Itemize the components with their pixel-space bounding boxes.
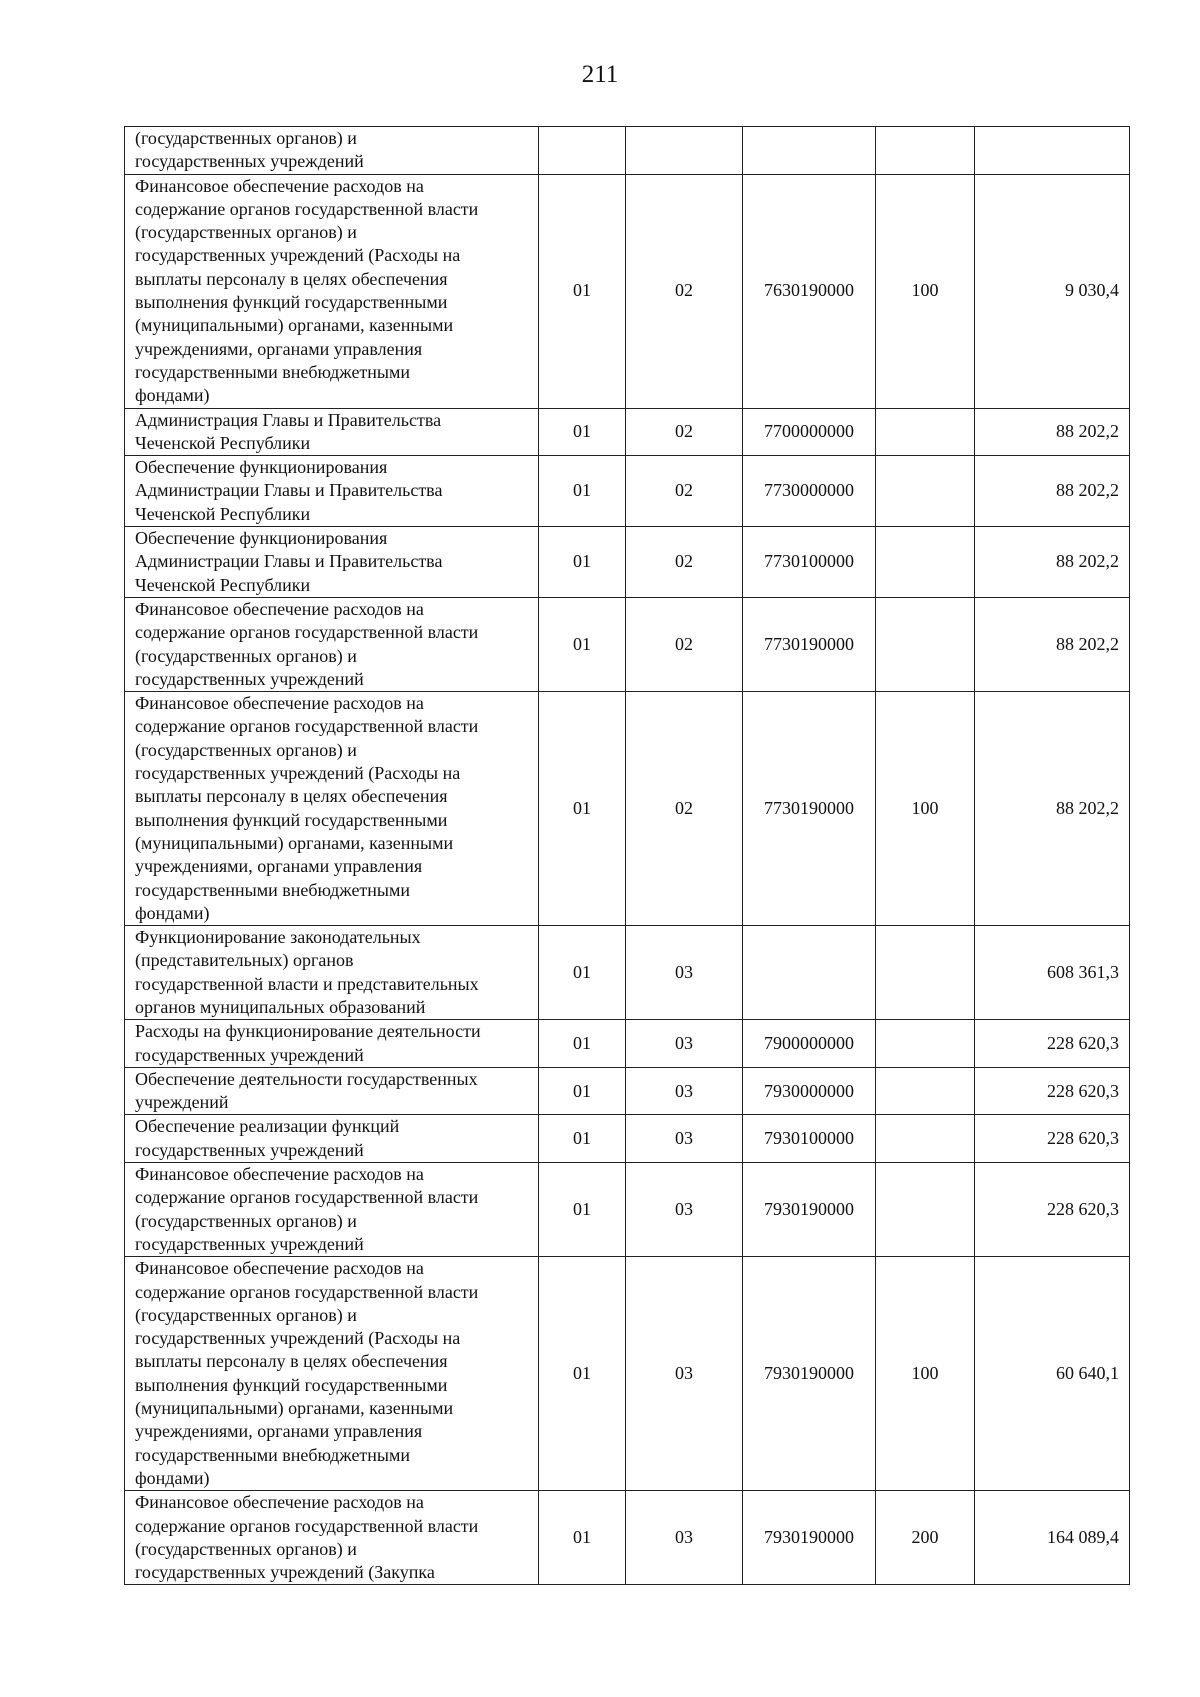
table-row — [125, 926, 1130, 1020]
expense-type-cell — [876, 456, 975, 527]
expense-name-cell: Администрация Главы и Правительства Чеченской Республики — [125, 408, 539, 456]
amount-cell: 228 620,3 — [975, 1163, 1130, 1257]
subsection-code-cell: 03 — [626, 1257, 743, 1491]
table-row — [125, 1115, 1130, 1163]
target-article-cell: 7730190000 — [743, 597, 876, 691]
target-article-cell — [743, 926, 876, 1020]
budget-table-body — [125, 127, 1130, 1585]
table-row — [125, 1491, 1130, 1585]
budget-table — [124, 126, 1130, 1585]
target-article-cell: 7930190000 — [743, 1257, 876, 1491]
expense-name-cell: Обеспечение деятельности государственных учреждений — [125, 1067, 539, 1115]
expense-name-cell: Обеспечение функционирования Администрации Главы и Правительства Чеченской Республики — [125, 456, 539, 527]
expense-name-cell: Финансовое обеспечение расходов на содержание органов государственной власти (государственных органов) и государственных учреждений (Расходы на выплаты персоналу в целях обеспечения выполнения функций государственными (муниципальными) органами, казенными учреждениями, органами управления государственными внебюджетными фондами) — [125, 692, 539, 926]
subsection-code-cell: 03 — [626, 1067, 743, 1115]
subsection-code-cell: 03 — [626, 1491, 743, 1585]
subsection-code-cell: 02 — [626, 527, 743, 598]
expense-name-cell: Функционирование законодательных (представительных) органов государственной власти и представительных органов муниципальных образований — [125, 926, 539, 1020]
expense-name-cell: Обеспечение функционирования Администрации Главы и Правительства Чеченской Республики — [125, 527, 539, 598]
target-article-cell: 7930190000 — [743, 1491, 876, 1585]
section-code-cell: 01 — [539, 1067, 626, 1115]
table-row — [125, 1020, 1130, 1068]
section-code-cell: 01 — [539, 1491, 626, 1585]
subsection-code-cell: 02 — [626, 174, 743, 408]
expense-type-cell — [876, 408, 975, 456]
amount-cell: 88 202,2 — [975, 597, 1130, 691]
table-row — [125, 1257, 1130, 1491]
expense-name-cell: Финансовое обеспечение расходов на содержание органов государственной власти (государственных органов) и государственных учреждений (Закупка — [125, 1491, 539, 1585]
section-code-cell: 01 — [539, 408, 626, 456]
section-code-cell — [539, 127, 626, 175]
expense-name-cell: Финансовое обеспечение расходов на содержание органов государственной власти (государственных органов) и государственных учреждений — [125, 597, 539, 691]
section-code-cell: 01 — [539, 597, 626, 691]
section-code-cell: 01 — [539, 174, 626, 408]
subsection-code-cell: 02 — [626, 597, 743, 691]
section-code-cell: 01 — [539, 456, 626, 527]
expense-name-cell: Финансовое обеспечение расходов на содержание органов государственной власти (государственных органов) и государственных учреждений (Расходы на выплаты персоналу в целях обеспечения выполнения функций государственными (муниципальными) органами, казенными учреждениями, органами управления государственными внебюджетными фондами) — [125, 1257, 539, 1491]
amount-cell: 88 202,2 — [975, 456, 1130, 527]
amount-cell: 88 202,2 — [975, 692, 1130, 926]
amount-cell: 88 202,2 — [975, 408, 1130, 456]
expense-type-cell — [876, 527, 975, 598]
target-article-cell: 7900000000 — [743, 1020, 876, 1068]
table-row — [125, 127, 1130, 175]
section-code-cell: 01 — [539, 926, 626, 1020]
amount-cell: 60 640,1 — [975, 1257, 1130, 1491]
expense-type-cell — [876, 127, 975, 175]
table-row — [125, 408, 1130, 456]
target-article-cell: 7930100000 — [743, 1115, 876, 1163]
section-code-cell: 01 — [539, 1163, 626, 1257]
section-code-cell: 01 — [539, 1020, 626, 1068]
target-article-cell: 7730190000 — [743, 692, 876, 926]
amount-cell: 9 030,4 — [975, 174, 1130, 408]
expense-type-cell — [876, 1115, 975, 1163]
subsection-code-cell: 02 — [626, 456, 743, 527]
target-article-cell: 7930190000 — [743, 1163, 876, 1257]
amount-cell: 608 361,3 — [975, 926, 1130, 1020]
table-row — [125, 692, 1130, 926]
amount-cell: 88 202,2 — [975, 527, 1130, 598]
amount-cell: 228 620,3 — [975, 1020, 1130, 1068]
expense-type-cell — [876, 1067, 975, 1115]
target-article-cell: 7730100000 — [743, 527, 876, 598]
target-article-cell — [743, 127, 876, 175]
expense-name-cell: Финансовое обеспечение расходов на содержание органов государственной власти (государственных органов) и государственных учреждений (Расходы на выплаты персоналу в целях обеспечения выполнения функций государственными (муниципальными) органами, казенными учреждениями, органами управления государственными внебюджетными фондами) — [125, 174, 539, 408]
table-row — [125, 456, 1130, 527]
table-row — [125, 1067, 1130, 1115]
section-code-cell: 01 — [539, 1115, 626, 1163]
target-article-cell: 7730000000 — [743, 456, 876, 527]
expense-type-cell — [876, 1020, 975, 1068]
subsection-code-cell: 03 — [626, 1115, 743, 1163]
subsection-code-cell: 03 — [626, 1020, 743, 1068]
subsection-code-cell: 03 — [626, 926, 743, 1020]
page-number: 211 — [581, 61, 619, 88]
subsection-code-cell — [626, 127, 743, 175]
table-row — [125, 174, 1130, 408]
subsection-code-cell: 02 — [626, 408, 743, 456]
expense-type-cell — [876, 597, 975, 691]
amount-cell: 228 620,3 — [975, 1115, 1130, 1163]
expense-name-cell: (государственных органов) и государственных учреждений — [125, 127, 539, 175]
table-row — [125, 597, 1130, 691]
expense-type-cell: 200 — [876, 1491, 975, 1585]
expense-name-cell: Расходы на функционирование деятельности государственных учреждений — [125, 1020, 539, 1068]
expense-type-cell — [876, 926, 975, 1020]
section-code-cell: 01 — [539, 1257, 626, 1491]
table-row — [125, 527, 1130, 598]
section-code-cell: 01 — [539, 527, 626, 598]
expense-type-cell: 100 — [876, 1257, 975, 1491]
expense-type-cell — [876, 1163, 975, 1257]
amount-cell: 164 089,4 — [975, 1491, 1130, 1585]
section-code-cell: 01 — [539, 692, 626, 926]
target-article-cell: 7630190000 — [743, 174, 876, 408]
table-row — [125, 1163, 1130, 1257]
target-article-cell: 7700000000 — [743, 408, 876, 456]
expense-name-cell: Финансовое обеспечение расходов на содержание органов государственной власти (государственных органов) и государственных учреждений — [125, 1163, 539, 1257]
expense-type-cell: 100 — [876, 692, 975, 926]
subsection-code-cell: 02 — [626, 692, 743, 926]
amount-cell: 228 620,3 — [975, 1067, 1130, 1115]
expense-type-cell: 100 — [876, 174, 975, 408]
target-article-cell: 7930000000 — [743, 1067, 876, 1115]
amount-cell — [975, 127, 1130, 175]
expense-name-cell: Обеспечение реализации функций государственных учреждений — [125, 1115, 539, 1163]
subsection-code-cell: 03 — [626, 1163, 743, 1257]
